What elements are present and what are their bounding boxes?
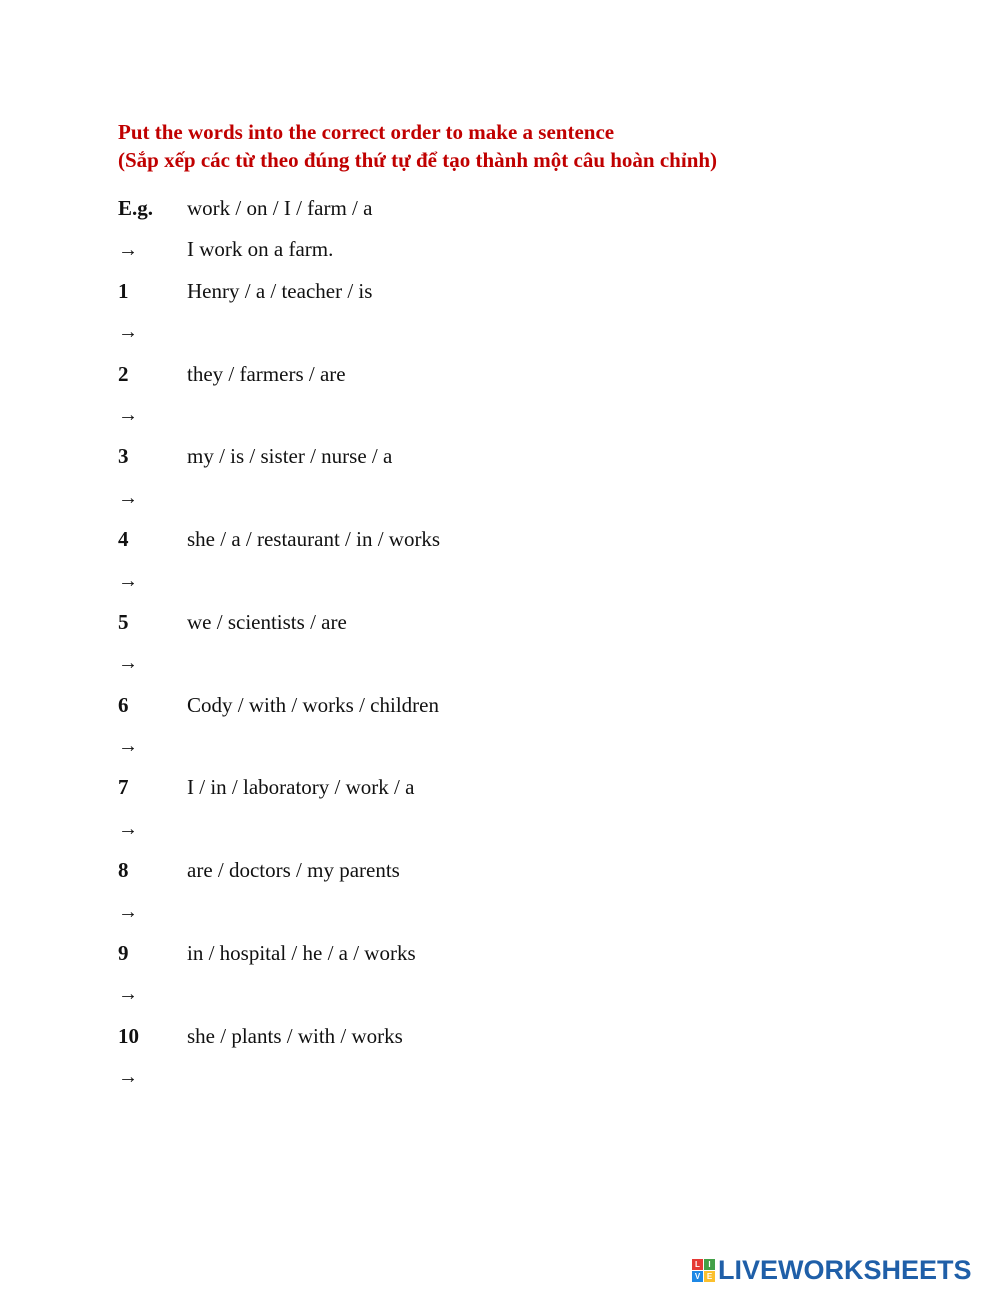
liveworksheets-logo — [692, 1254, 972, 1286]
answer-input[interactable] — [187, 1062, 787, 1092]
question-number: 4 — [118, 527, 129, 552]
instruction-vietnamese: (Sắp xếp các từ theo đúng thứ tự để tạo thành một câu hoàn chỉnh) — [118, 148, 718, 172]
answer-input[interactable] — [187, 399, 787, 429]
question-row — [118, 519, 918, 560]
answer-row — [118, 478, 918, 519]
question-number: 7 — [118, 775, 129, 800]
example-label: E.g. — [118, 196, 154, 220]
question-number: 8 — [118, 858, 129, 883]
answer-row — [118, 395, 918, 436]
question-row — [118, 685, 918, 726]
question-words: they / farmers / are — [187, 361, 346, 386]
arrow-icon: → — [118, 403, 138, 426]
question-words: are / doctors / my parents — [187, 858, 400, 883]
question-words: she / plants / with / works — [187, 1023, 403, 1048]
question-row — [118, 602, 918, 643]
question-number: 9 — [118, 941, 129, 966]
example-words: work / on / I / farm / a — [187, 196, 373, 220]
answer-row — [118, 974, 918, 1015]
brand-badge-letter: I — [704, 1259, 715, 1270]
question-words: in / hospital / he / a / works — [187, 941, 416, 966]
question-number: 2 — [118, 361, 129, 386]
arrow-icon: → — [118, 239, 138, 262]
answer-row — [118, 1057, 918, 1098]
instruction-english: Put the words into the correct order to make a sentence — [118, 120, 615, 144]
question-number: 6 — [118, 692, 129, 717]
brand-badge-letter: L — [692, 1259, 703, 1270]
arrow-icon: → — [118, 735, 138, 758]
answer-row — [118, 643, 918, 684]
question-words: I / in / laboratory / work / a — [187, 775, 415, 800]
arrow-icon: → — [118, 983, 138, 1006]
answer-input[interactable] — [187, 565, 787, 595]
answer-input[interactable] — [187, 648, 787, 678]
answer-row — [118, 809, 918, 850]
worksheet — [118, 118, 918, 1099]
answer-row — [118, 312, 918, 353]
answer-row — [118, 561, 918, 602]
example-answer-row — [118, 229, 918, 270]
answer-input[interactable] — [187, 731, 787, 761]
exercise-list — [118, 188, 918, 1099]
question-row — [118, 271, 918, 312]
question-row — [118, 933, 918, 974]
brand-name: LIVEWORKSHEETS — [718, 1254, 972, 1285]
question-container — [118, 271, 918, 1099]
example-prompt-row — [118, 188, 918, 229]
question-number: 3 — [118, 444, 129, 469]
question-number: 1 — [118, 278, 129, 303]
question-words: we / scientists / are — [187, 609, 347, 634]
arrow-icon: → — [118, 569, 138, 592]
arrow-icon: → — [118, 900, 138, 923]
question-words: she / a / restaurant / in / works — [187, 527, 441, 552]
question-number: 10 — [118, 1023, 139, 1048]
question-words: Cody / with / works / children — [187, 692, 439, 717]
answer-input[interactable] — [187, 482, 787, 512]
answer-row — [118, 726, 918, 767]
answer-input[interactable] — [187, 813, 787, 843]
arrow-icon: → — [118, 1066, 138, 1089]
brand-badge-icon — [692, 1259, 715, 1282]
question-row — [118, 767, 918, 808]
question-row — [118, 436, 918, 477]
brand-badge-letter: E — [704, 1271, 715, 1282]
answer-input[interactable] — [187, 896, 787, 926]
example-answer: I work on a farm. — [187, 237, 334, 262]
instructions — [118, 118, 918, 174]
answer-input[interactable] — [187, 979, 787, 1009]
answer-row — [118, 892, 918, 933]
question-words: my / is / sister / nurse / a — [187, 444, 393, 469]
arrow-icon: → — [118, 486, 138, 509]
answer-input[interactable] — [187, 317, 787, 347]
question-row — [118, 850, 918, 891]
arrow-icon: → — [118, 652, 138, 675]
question-row — [118, 354, 918, 395]
brand-badge-letter: V — [692, 1271, 703, 1282]
arrow-icon: → — [118, 817, 138, 840]
question-row — [118, 1016, 918, 1057]
question-words: Henry / a / teacher / is — [187, 278, 373, 303]
question-number: 5 — [118, 609, 129, 634]
arrow-icon: → — [118, 321, 138, 344]
